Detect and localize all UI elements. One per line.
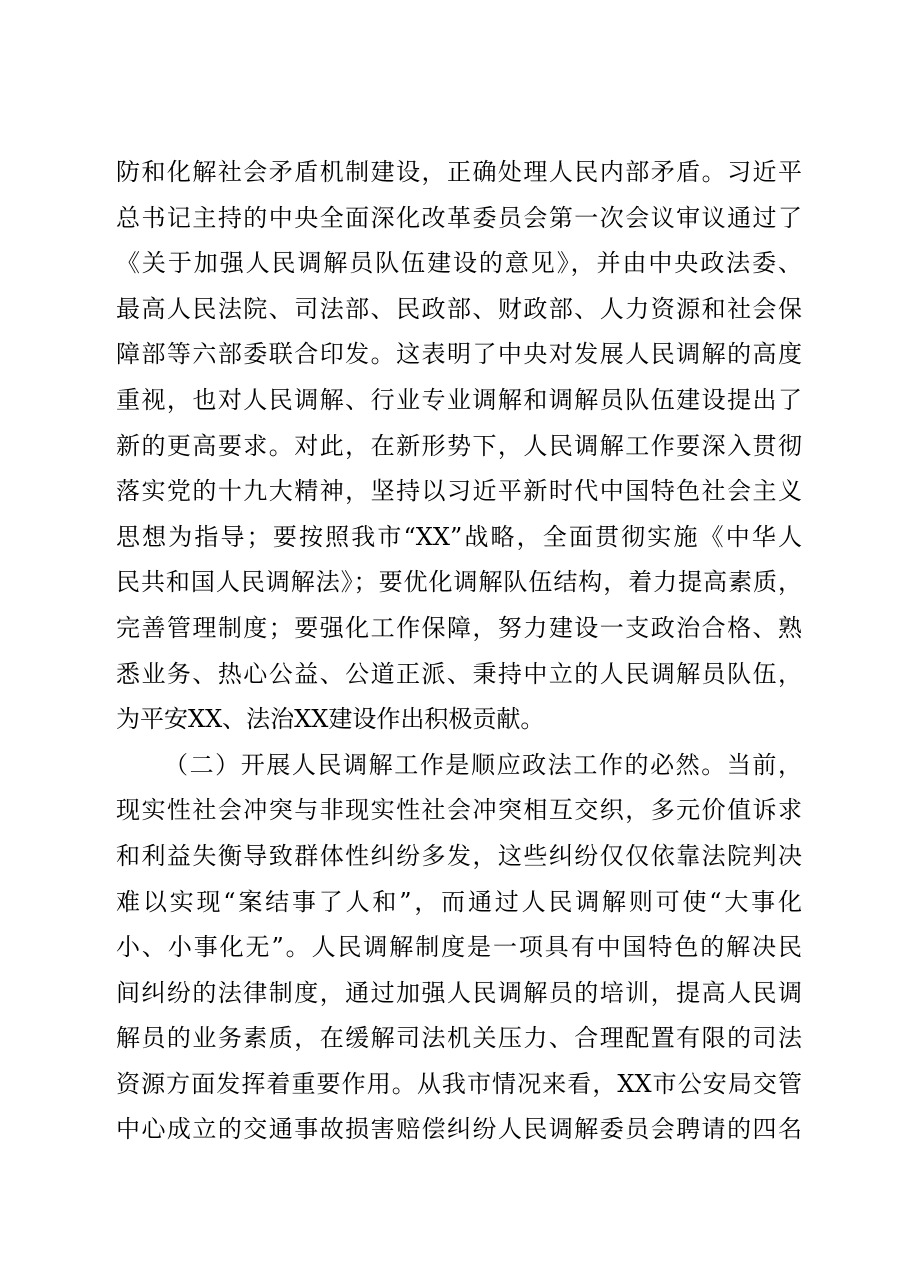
text-line: 小、小事化无”。人民调解制度是一项具有中国特色的解决民 xyxy=(116,933,802,962)
text-line: 最高人民法院、司法部、民政部、财政部、人力资源和社会保 xyxy=(116,294,802,323)
body-text xyxy=(116,150,802,1153)
text-line: 解员的业务素质，在缓解司法机关压力、合理配置有限的司法 xyxy=(116,1024,802,1053)
text-line: 资源方面发挥着重要作用。从我市情况来看，XX市公安局交管 xyxy=(116,1069,802,1098)
text-line: 《关于加强人民调解员队伍建设的意见》，并由中央政法委、 xyxy=(116,249,802,278)
text-line: （二）开展人民调解工作是顺应政法工作的必然。当前， xyxy=(164,750,802,779)
text-line: 防和化解社会矛盾机制建设，正确处理人民内部矛盾。习近平 xyxy=(116,158,802,186)
text-line: 现实性社会冲突与非现实性社会冲突相互交织，多元价值诉求 xyxy=(116,796,802,825)
text-line: 落实党的十九大精神，坚持以习近平新时代中国特色社会主义 xyxy=(116,477,802,506)
text-line: 难以实现“案结事了人和”，而通过人民调解则可使“大事化 xyxy=(116,887,802,916)
text-line: 悉业务、热心公益、公道正派、秉持中立的人民调解员队伍， xyxy=(116,659,802,688)
text-line: 间纠纷的法律制度，通过加强人民调解员的培训，提高人民调 xyxy=(116,978,802,1007)
text-line: 完善管理制度；要强化工作保障，努力建设一支政治合格、熟 xyxy=(116,613,802,642)
text-line: 和利益失衡导致群体性纠纷多发，这些纠纷仅仅依靠法院判决 xyxy=(116,841,802,870)
text-line: 思想为指导；要按照我市“XX”战略，全面贯彻实施《中华人 xyxy=(116,522,802,551)
text-line: 障部等六部委联合印发。这表明了中央对发展人民调解的高度 xyxy=(116,340,802,369)
text-line: 为平安XX、法治XX建设作出积极贡献。 xyxy=(116,705,545,734)
text-line: 总书记主持的中央全面深化改革委员会第一次会议审议通过了 xyxy=(116,203,802,232)
text-line: 重视，也对人民调解、行业专业调解和调解员队伍建设提出了 xyxy=(116,385,802,414)
text-line: 新的更高要求。对此，在新形势下，人民调解工作要深入贯彻 xyxy=(116,431,802,460)
text-line: 民共和国人民调解法》；要优化调解队伍结构，着力提高素质， xyxy=(116,568,802,597)
text-line: 中心成立的交通事故损害赔偿纠纷人民调解委员会聘请的四名 xyxy=(116,1115,802,1144)
